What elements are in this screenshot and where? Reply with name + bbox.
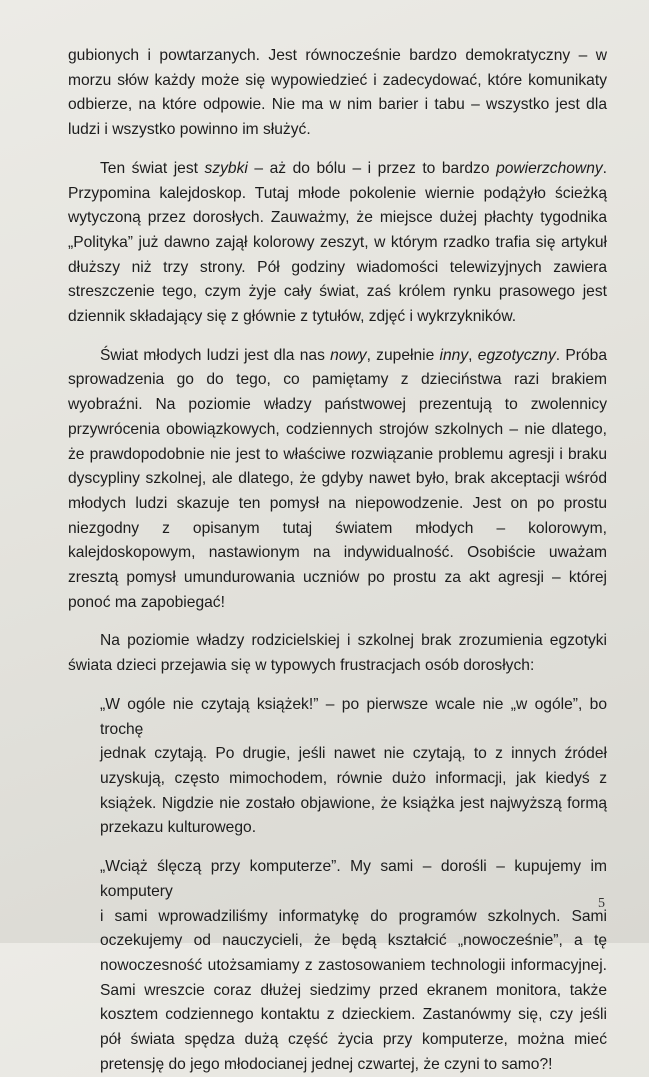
- quote-first-line: „Wciąż ślęczą przy komputerze”. My sami – dorośli – kupujemy im komputery: [100, 858, 607, 900]
- quote-rest: i sami wprowadziliśmy informatykę do programów szkolnych. Sami oczekujemy od nauczycieli, że będą kształcić „nowocześnie”, a tę nowoczesność utożsamiamy z zastosowaniem technologii informacyjnej. Sami wreszcie coraz dłużej siedzimy przed ekranem monitora, także kosztem codziennego kontaktu z dzieckiem. Zastanówmy się, czy jeśli pół świata spędza dużą część życia przy komputerze, można mieć pretensję do jego młodocianej jednej czwartej, że czyni to samo?!: [100, 907, 607, 1073]
- paragraph-2: [68, 157, 607, 330]
- italic-word: egzotyczny: [477, 346, 556, 364]
- quote-rest: jednak czytają. Po drugie, jeśli nawet nie czytają, to z innych źródeł uzyskują, często mimochodem, równie dużo informacji, jak kiedyś z książek. Nigdzie nie zostało objawione, że książka jest najwyższą formą przekazu kulturowego.: [100, 745, 607, 837]
- italic-word: powierzchowny: [496, 159, 603, 177]
- text-run: Ten świat jest: [100, 159, 205, 177]
- quote-paragraph-1: [68, 693, 607, 841]
- quote-first-line: „W ogóle nie czytają książek!” – po pierwsze wcale nie „w ogóle”, bo trochę: [100, 695, 607, 738]
- text-run: . Przypomina kalejdoskop. Tutaj młode pokolenie wiernie podążyło ścieżką wytyczoną przez dorosłych. Zauważmy, że miejsce dużej płachty tygodnika „Polityka” już dawno zajął kolorowy zeszyt, w którym rzadko trafia się artykuł dłuższy niż trzy strony. Pół godziny wiadomości telewizyjnych zawiera streszczenie tego, czym żyje cały świat, zaś królem rynku prasowego jest dziennik składający się z głównie z tytułów, zdjęć i wykrzykników.: [68, 159, 608, 326]
- page-number: 5: [598, 896, 605, 911]
- quote-paragraph-2: [68, 855, 607, 1077]
- text-run: ,: [468, 346, 478, 364]
- text-run: , zupełnie: [366, 346, 440, 364]
- paragraph-1: gubionych i powtarzanych. Jest równocześnie bardzo demokratyczny – w morzu słów każdy może się wypowiedzieć i zadecydować, które komunikaty odbierze, na które odpowie. Nie ma w nim barier i tabu – wszystko jest dla ludzi i wszystko powinno im służyć.: [68, 47, 607, 139]
- text-run: . Próba sprowadzenia go do tego, co pamiętamy z dzieciństwa razi brakiem wyobraźni. Na poziomie władzy państwowej prezentują to zwolennicy przywrócenia obowiązkowych, codziennych strojów szkolnych – nie dlatego, że prawdopodobnie nie jest to właściwe rozwiązanie problemu agresji i braku dyscypliny szkolnej, ale dlatego, że gdyby nawet było, brak akceptacji wśród młodych ludzi skazuje ten pomysł na niepowodzenie. Jest on po prostu niezgodny z opisanym tutaj światem młodych – kolorowym, kalejdoskopowym, nastawionym na indywidualność. Osobiście uważam zresztą pomysł umundurowania uczniów po prostu za akt agresji – której ponoć ma zapobiegać!: [68, 346, 608, 611]
- italic-word: nowy: [330, 346, 367, 364]
- paragraph-3: [68, 344, 607, 616]
- italic-word: inny: [439, 346, 469, 364]
- text-run: – aż do bólu – i przez to bardzo: [247, 159, 497, 177]
- italic-word: szybki: [204, 159, 248, 177]
- text-run: Świat młodych ludzi jest dla nas: [100, 346, 331, 364]
- paragraph-4: Na poziomie władzy rodzicielskiej i szkolnej brak zrozumienia egzotyki świata dzieci przejawia się w typowych frustracjach osób dorosłych:: [68, 632, 607, 675]
